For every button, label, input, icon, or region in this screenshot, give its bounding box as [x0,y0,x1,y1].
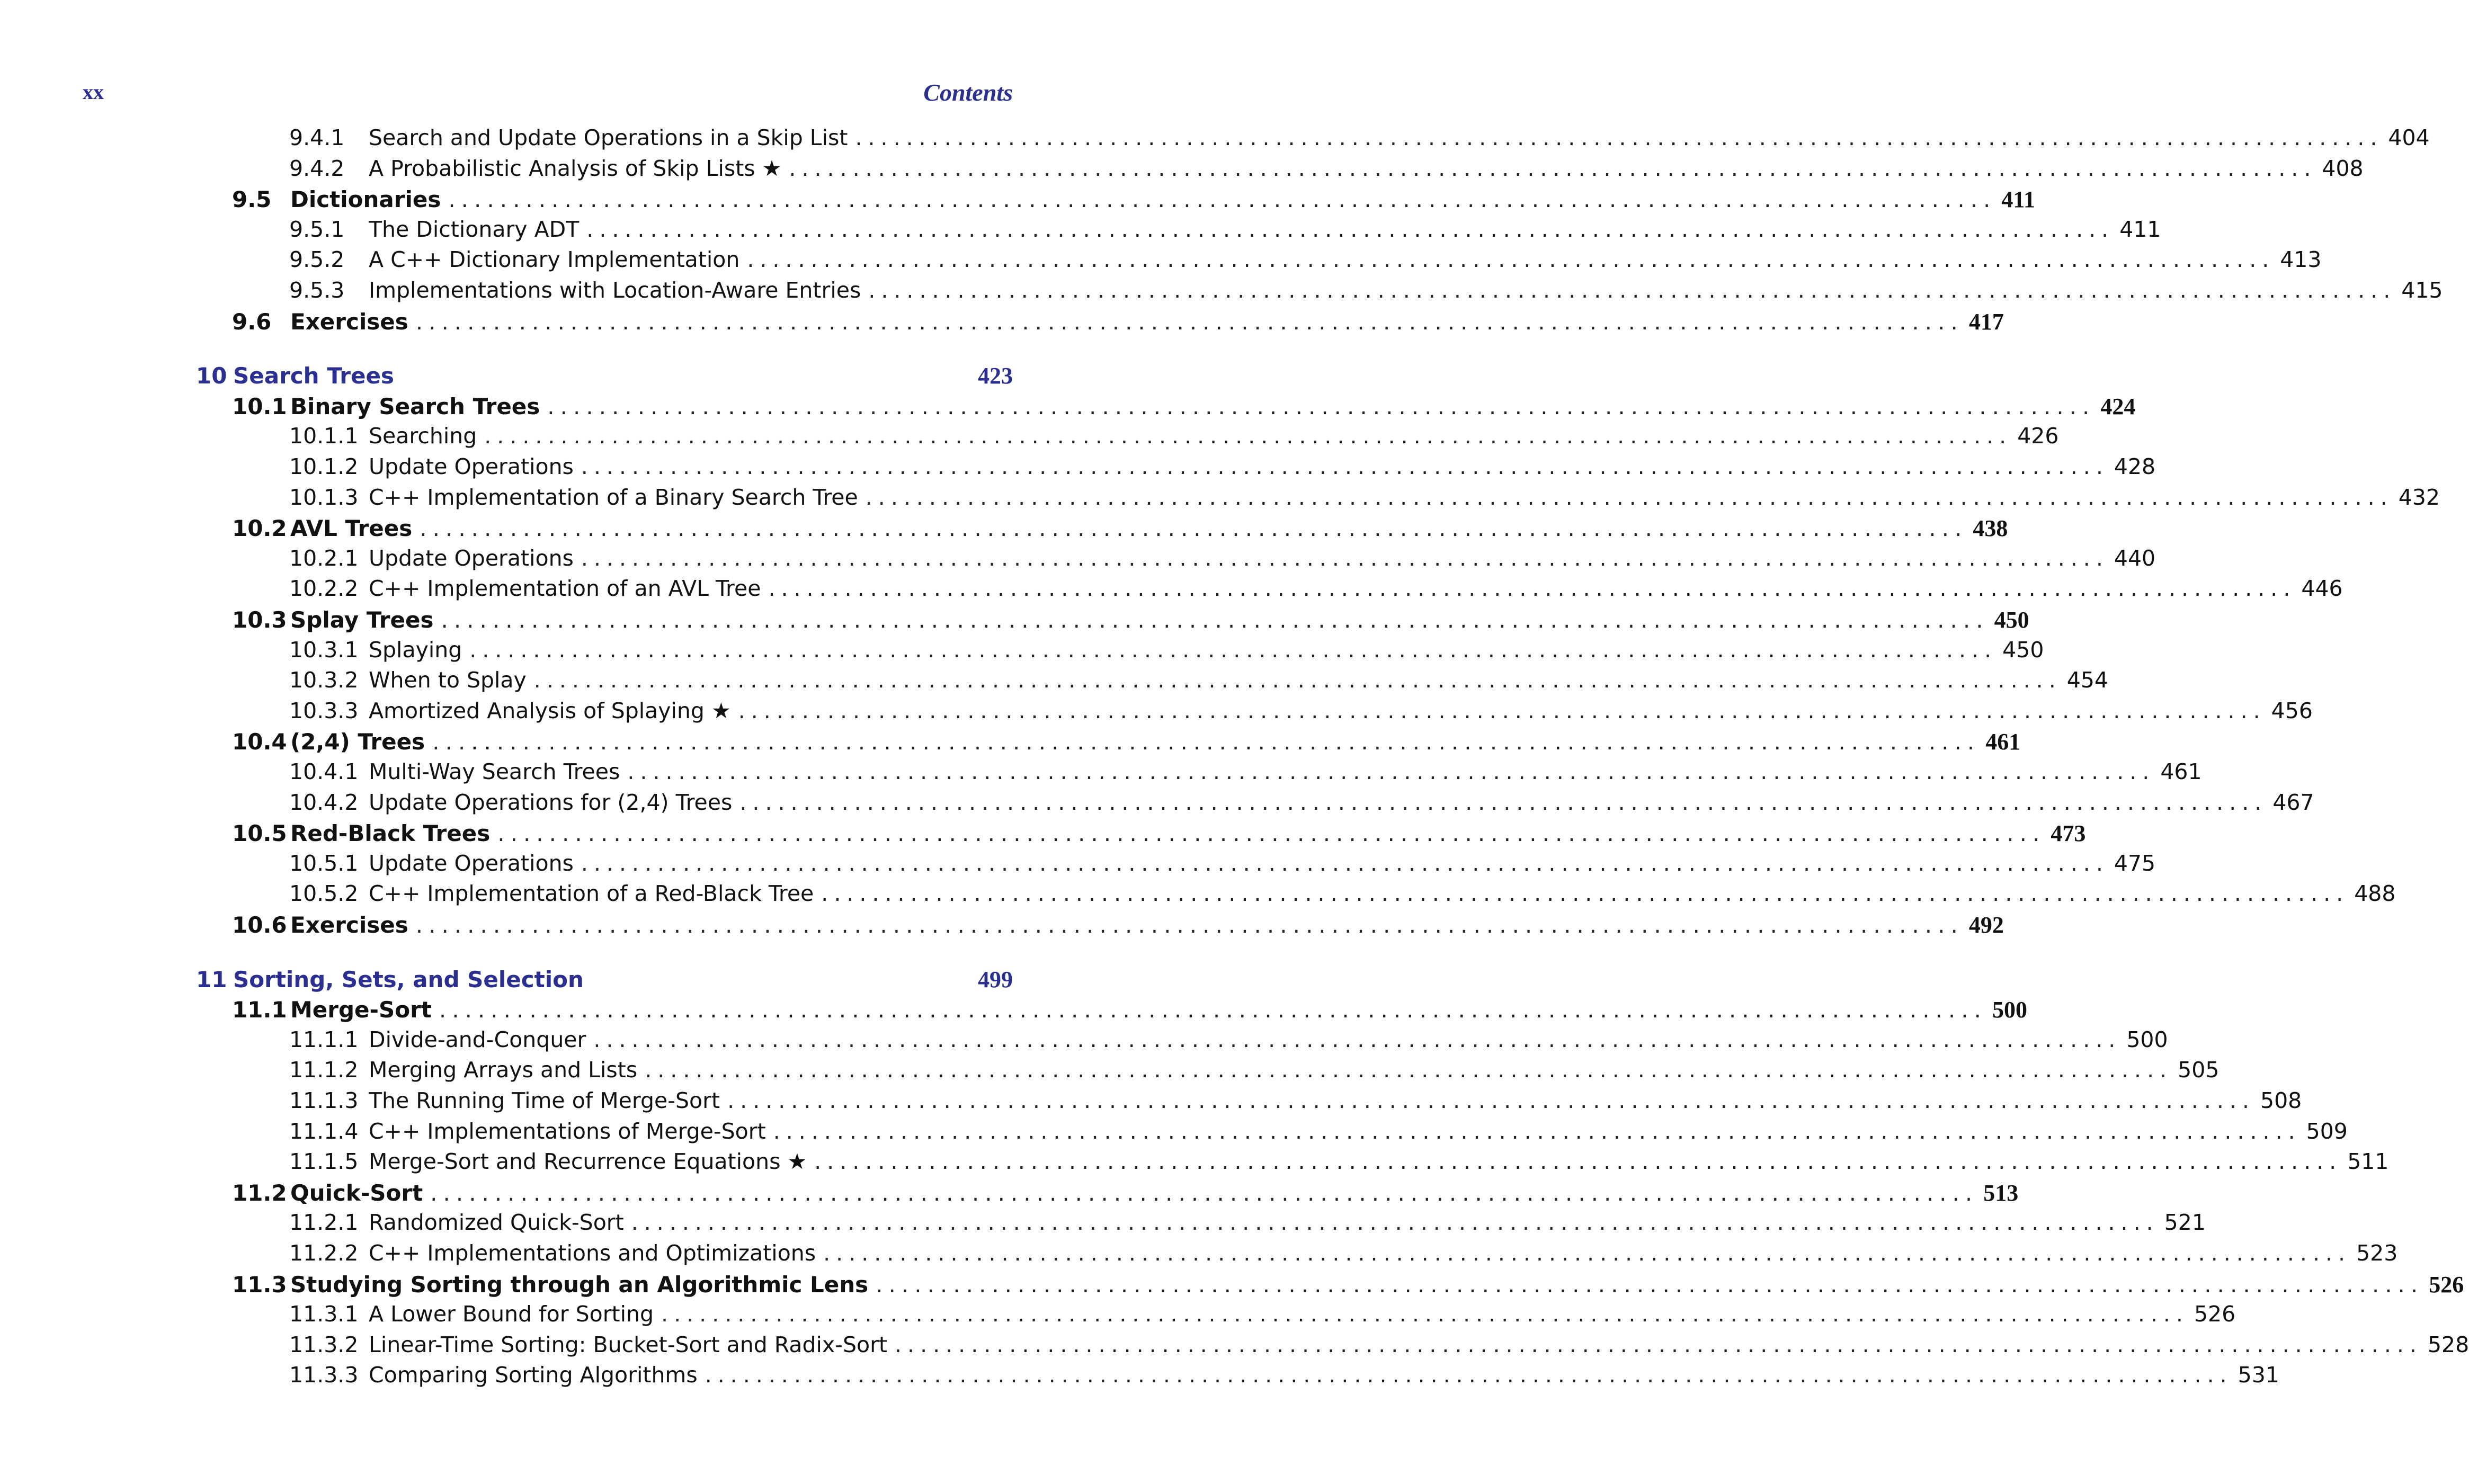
toc-entry-sub[interactable] [289,423,2059,454]
toc-entry-title: C++ Implementation of a Red-Black Tree [369,881,814,906]
toc-entry-number: 10.1 [232,394,287,419]
toc-entry-title: Merging Arrays and Lists [369,1057,638,1083]
toc-entry-page: 467 [2272,790,2314,815]
toc-dot-leader: ........................................................................................................................ [415,309,1964,335]
toc-entry-section[interactable] [232,911,2004,942]
toc-entry-number: 10.3 [232,607,287,633]
toc-entry-sub[interactable] [289,1301,2236,1332]
toc-entry-number: 10.4.2 [289,790,359,815]
toc-entry-number: 11.2.2 [289,1240,359,1266]
toc-entry-title: Binary Search Trees [290,394,540,419]
toc-entry-title: Linear-Time Sorting: Bucket-Sort and Radix-Sort [369,1332,887,1357]
toc-entry-page: 509 [2306,1119,2348,1144]
toc-entry-number: 11.1.5 [289,1149,359,1174]
toc-entry-page: 411 [2119,217,2161,242]
toc-entry-page: 521 [2164,1210,2206,1235]
toc-dot-leader: ........................................................................................................................ [823,1240,2351,1266]
toc-entry-page: 531 [2238,1362,2279,1388]
toc-entry-number: 10.4.1 [289,759,359,784]
toc-entry-number: 10.3.1 [289,637,359,663]
toc-dot-leader: ........................................................................................................................ [627,759,2155,784]
toc-entry-page: 473 [2051,820,2086,846]
toc-entry-page: 423 [978,363,1013,389]
toc-entry-section[interactable] [232,393,2136,424]
toc-entry-number: 10.2.1 [289,546,359,571]
toc-entry-title: The Dictionary ADT [369,217,580,242]
toc-entry-number: 11.1.1 [289,1027,359,1052]
toc-entry-title: Comparing Sorting Algorithms [369,1362,698,1388]
toc-entry-title: Merge-Sort and Recurrence Equations ★ [369,1149,807,1174]
toc-dot-leader: ........................................................................................................................ [895,1332,2422,1357]
toc-entry-sub[interactable] [289,1149,2389,1179]
toc-entry-title: (2,4) Trees [290,729,425,755]
toc-entry-sub[interactable] [289,1119,2348,1149]
toc-entry-page: 428 [2114,454,2156,479]
toc-dot-leader: ........................................................................................................................ [738,698,2266,723]
toc-entry-page: 505 [2178,1057,2220,1083]
toc-dot-leader: ........................................................................................................................ [497,820,2046,846]
toc-entry-page: 526 [2429,1272,2464,1298]
toc-entry-sub[interactable] [289,278,2443,308]
toc-entry-number: 9.5.1 [289,217,345,242]
toc-dot-leader: ........................................................................................................................ [865,485,2393,510]
toc-entry-sub[interactable] [289,759,2202,790]
toc-dot-leader: ........................................................................................................................ [868,278,2396,303]
toc-dot-leader: ........................................................................................................................ [484,423,2012,449]
toc-entry-number: 9.6 [232,309,272,335]
toc-entry-page: 438 [1973,515,2008,541]
toc-entry-number: 11.3 [232,1272,287,1298]
toc-entry-page: 461 [1985,729,2021,755]
toc-entry-page: 528 [2427,1332,2469,1357]
toc-entry-title: Multi-Way Search Trees [369,759,620,784]
toc-dot-leader: ........................................................................................................................ [739,790,2268,815]
toc-entry-number: 10.1.1 [289,423,359,449]
toc-entry-number: 11.2.1 [289,1210,359,1235]
toc-entry-page: 432 [2398,485,2440,510]
toc-entry-title: Exercises [290,309,408,335]
toc-dot-leader: ........................................................................................................................ [727,1088,2256,1113]
toc-entry-title: Red-Black Trees [290,820,491,846]
toc-entry-sub[interactable] [289,1332,2469,1363]
toc-dot-leader: ........................................................................................................................ [593,1027,2122,1052]
toc-dot-leader: ........................................................................................................................ [439,997,1987,1023]
running-title: Contents [923,79,1013,106]
toc-entry-page: 413 [2280,247,2322,272]
toc-dot-leader: ........................................................................................................................ [432,729,1981,755]
toc-entry-sub[interactable] [289,485,2440,515]
toc-entry-title: Searching [369,423,477,449]
toc-entry-number: 10.2 [232,515,287,541]
toc-entry-sub[interactable] [289,1027,2168,1058]
toc-entry-title: The Running Time of Merge-Sort [369,1088,720,1113]
toc-entry-sub[interactable] [289,881,2396,911]
toc-dot-leader: ........................................................................................................................ [581,546,2109,571]
toc-entry-section[interactable] [232,186,2035,217]
toc-entry-sub[interactable] [289,125,2430,156]
toc-dot-leader: ........................................................................................................................ [441,607,1989,633]
toc-entry-sub[interactable] [289,698,2313,729]
toc-entry-number: 10.3.3 [289,698,359,723]
toc-entry-section[interactable] [232,1271,2464,1302]
toc-entry-section[interactable] [232,996,2027,1027]
toc-entry-number: 10.5 [232,820,287,846]
toc-entry-number: 10.1.2 [289,454,359,479]
toc-entry-page: 461 [2160,759,2202,784]
toc-entry-title: Update Operations [369,546,574,571]
toc-dot-leader: ........................................................................................................................ [855,125,2383,150]
toc-entry-page: 456 [2271,698,2313,723]
toc-entry-title: Implementations with Location-Aware Entries [369,278,861,303]
toc-entry-page: 426 [2017,423,2059,449]
toc-entry-title: C++ Implementations of Merge-Sort [369,1119,766,1144]
toc-dot-leader: ........................................................................................................................ [469,637,1998,663]
toc-entry-sub[interactable] [289,546,2156,576]
toc-dot-leader: ........................................................................................................................ [789,156,2317,181]
toc-entry-title: C++ Implementation of a Binary Search Tree [369,485,858,510]
toc-entry-number: 9.5.3 [289,278,345,303]
toc-entry-page: 499 [978,967,1013,993]
toc-entry-page: 492 [1968,912,2004,938]
toc-entry-title: Dictionaries [290,186,441,212]
toc-entry-page: 446 [2301,576,2343,601]
toc-entry-page: 424 [2100,394,2136,419]
toc-entry-title: Amortized Analysis of Splaying ★ [369,698,731,723]
toc-entry-title: Update Operations [369,454,574,479]
toc-dot-leader: ........................................................................................................................ [814,1149,2342,1174]
toc-entry-title: Merge-Sort [290,997,432,1023]
toc-entry-number: 11.1.4 [289,1119,359,1144]
toc-entry-page: 415 [2401,278,2443,303]
toc-entry-section[interactable] [232,728,2021,759]
toc-dot-leader: ........................................................................................................................ [876,1272,2424,1298]
toc-entry-page: 500 [2126,1027,2168,1052]
toc-entry-sub[interactable] [289,156,2364,186]
toc-entry-number: 9.5 [232,186,272,212]
toc-entry-section[interactable] [232,820,2086,851]
toc-entry-title: C++ Implementation of an AVL Tree [369,576,761,601]
toc-entry-title: Randomized Quick-Sort [369,1210,624,1235]
toc-entry-page: 523 [2356,1240,2398,1266]
toc-entry-number: 9.4.2 [289,156,345,181]
toc-entry-section[interactable] [232,1179,2019,1210]
toc-entry-page: 408 [2322,156,2364,181]
toc-entry-sub[interactable] [289,667,2108,698]
toc-entry-sub[interactable] [289,790,2314,820]
toc-entry-number: 10.5.2 [289,881,359,906]
toc-entry-title: Update Operations for (2,4) Trees [369,790,733,815]
toc-dot-leader: ........................................................................................................................ [773,1119,2301,1144]
toc-entry-chapter[interactable] [196,966,1013,997]
toc-entry-title: Sorting, Sets, and Selection [233,967,584,993]
toc-entry-number: 9.5.2 [289,247,345,272]
toc-dot-leader: ........................................................................................................................ [415,912,1964,938]
toc-entry-page: 475 [2114,851,2156,876]
toc-entry-sub[interactable] [289,454,2156,485]
toc-entry-number: 11.1.2 [289,1057,359,1083]
toc-entry-chapter[interactable] [196,362,1013,393]
toc-entry-page: 454 [2066,667,2108,693]
toc-entry-sub[interactable] [289,1088,2302,1119]
toc-entry-title: When to Splay [369,667,527,693]
toc-dot-leader: ........................................................................................................................ [581,851,2109,876]
toc-entry-page: 526 [2194,1301,2236,1327]
toc-dot-leader: ........................................................................................................................ [631,1210,2159,1235]
toc-entry-page: 508 [2260,1088,2302,1113]
toc-entry-sub[interactable] [289,1240,2398,1271]
toc-entry-sub[interactable] [289,1210,2206,1240]
toc-entry-page: 500 [1992,997,2027,1023]
toc-entry-sub[interactable] [289,1057,2220,1088]
toc-dot-leader: ........................................................................................................................ [533,667,2062,693]
toc-entry-number: 10.5.1 [289,851,359,876]
toc-entry-title: A Lower Bound for Sorting [369,1301,654,1327]
toc-entry-title: Studying Sorting through an Algorithmic Lens [290,1272,869,1298]
toc-entry-sub[interactable] [289,637,2044,668]
toc-dot-leader: ........................................................................................................................ [586,217,2115,242]
toc-dot-leader: ........................................................................................................................ [747,247,2275,272]
toc-dot-leader: ........................................................................................................................ [547,394,2096,419]
toc-entry-page: 513 [1983,1180,2019,1206]
toc-entry-page: 450 [1994,607,2029,633]
toc-entry-title: Splay Trees [290,607,434,633]
toc-entry-title: Update Operations [369,851,574,876]
toc-entry-page: 511 [2347,1149,2389,1174]
toc-entry-number: 10.3.2 [289,667,359,693]
toc-dot-leader: ........................................................................................................................ [705,1362,2233,1388]
toc-entry-title: Splaying [369,637,462,663]
toc-dot-leader: ........................................................................................................................ [581,454,2109,479]
page-number: xx [83,80,104,104]
toc-dot-leader: ........................................................................................................................ [645,1057,2173,1083]
toc-entry-section[interactable] [232,308,2004,339]
toc-entry-number: 11.3.1 [289,1301,359,1327]
toc-dot-leader: ........................................................................................................................ [420,515,1968,541]
toc-entry-number: 9.4.1 [289,125,345,150]
toc-entry-number: 11.3.3 [289,1362,359,1388]
toc-entry-sub[interactable] [289,247,2322,278]
toc-dot-leader: ........................................................................................................................ [821,881,2349,906]
toc-entry-number: 10.1.3 [289,485,359,510]
toc-entry-number: 11.1.3 [289,1088,359,1113]
toc-entry-title: Search Trees [233,363,394,389]
toc-dot-leader: ........................................................................................................................ [661,1301,2189,1327]
toc-entry-title: Quick-Sort [290,1180,423,1206]
toc-entry-page: 404 [2388,125,2430,150]
toc-entry-title: Divide-and-Conquer [369,1027,586,1052]
toc-entry-number: 11 [196,967,227,993]
toc-entry-sub[interactable] [289,217,2161,247]
toc-dot-leader: ........................................................................................................................ [448,186,1996,212]
toc-entry-page: 450 [2002,637,2044,663]
toc-entry-sub[interactable] [289,1362,2279,1393]
toc-entry-title: A C++ Dictionary Implementation [369,247,740,272]
toc-entry-number: 10.6 [232,912,287,938]
toc-entry-section[interactable] [232,515,2008,546]
toc-entry-number: 10.4 [232,729,287,755]
toc-entry-number: 10 [196,363,227,389]
toc-entry-page: 440 [2114,546,2156,571]
toc-entry-number: 11.2 [232,1180,287,1206]
toc-entry-title: Search and Update Operations in a Skip List [369,125,848,150]
toc-entry-title: C++ Implementations and Optimizations [369,1240,816,1266]
toc-entry-sub[interactable] [289,576,2343,606]
toc-entry-title: A Probabilistic Analysis of Skip Lists ★ [369,156,782,181]
toc-entry-sub[interactable] [289,851,2156,881]
toc-entry-page: 417 [1968,309,2004,335]
toc-entry-section[interactable] [232,606,2029,637]
toc-entry-number: 10.2.2 [289,576,359,601]
toc-entry-number: 11.1 [232,997,287,1023]
toc-entry-page: 411 [2001,186,2035,212]
toc-dot-leader: ........................................................................................................................ [768,576,2296,601]
toc-entry-title: Exercises [290,912,408,938]
toc-dot-leader: ........................................................................................................................ [430,1180,1978,1206]
toc-entry-title: AVL Trees [290,515,413,541]
toc-entry-number: 11.3.2 [289,1332,359,1357]
toc-entry-page: 488 [2354,881,2396,906]
